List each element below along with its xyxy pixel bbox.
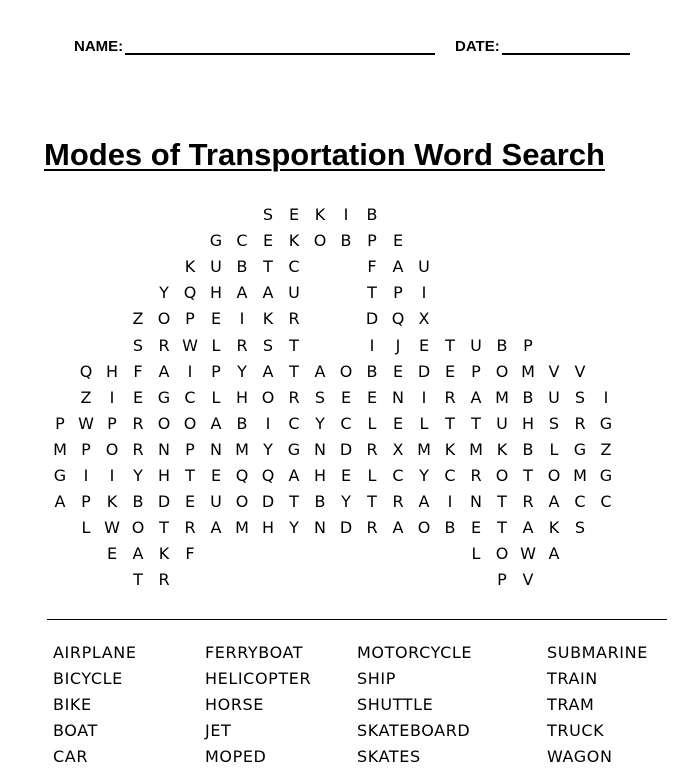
- page-title: Modes of Transportation Word Search: [44, 137, 605, 172]
- grid-letter[interactable]: N: [314, 518, 326, 538]
- grid-letter[interactable]: J: [395, 335, 401, 355]
- grid-row: [47, 359, 673, 385]
- grid-letter[interactable]: X: [392, 439, 404, 459]
- grid-letter[interactable]: U: [210, 492, 222, 512]
- word-column: [53, 640, 137, 770]
- grid-letter[interactable]: A: [210, 518, 222, 538]
- grid-letter[interactable]: K: [106, 492, 118, 512]
- grid-letter[interactable]: O: [417, 518, 431, 538]
- grid-letter[interactable]: W: [182, 335, 198, 355]
- grid-letter[interactable]: I: [109, 387, 115, 407]
- word-item: SUBMARINE: [547, 643, 648, 662]
- grid-letter[interactable]: P: [107, 413, 117, 433]
- grid-row: [47, 385, 673, 411]
- grid-letter[interactable]: O: [313, 231, 327, 251]
- word-item: SHIP: [357, 669, 396, 688]
- grid-letter[interactable]: O: [157, 413, 171, 433]
- grid-letter[interactable]: R: [574, 413, 586, 433]
- grid-letter[interactable]: P: [523, 335, 533, 355]
- word-item: MOPED: [205, 747, 267, 766]
- grid-letter[interactable]: S: [574, 518, 586, 538]
- grid-letter[interactable]: R: [366, 439, 378, 459]
- grid-letter[interactable]: X: [418, 309, 430, 329]
- grid-letter[interactable]: Q: [391, 309, 405, 329]
- grid-letter[interactable]: O: [547, 466, 561, 485]
- word-item: HORSE: [205, 695, 265, 714]
- grid-letter[interactable]: E: [132, 387, 144, 407]
- grid-letter[interactable]: S: [262, 205, 274, 224]
- word-item: BIKE: [53, 695, 92, 714]
- grid-row: [47, 541, 673, 567]
- grid-letter[interactable]: E: [288, 205, 300, 224]
- grid-letter[interactable]: I: [447, 492, 453, 512]
- grid-letter[interactable]: P: [211, 361, 221, 381]
- grid-letter[interactable]: D: [417, 361, 431, 381]
- word-item: TRAIN: [547, 669, 598, 688]
- grid-letter[interactable]: M: [573, 466, 587, 485]
- grid-letter[interactable]: A: [470, 387, 482, 407]
- grid-letter[interactable]: T: [367, 283, 377, 303]
- grid-letter[interactable]: O: [339, 361, 353, 381]
- grid-letter[interactable]: O: [157, 309, 171, 329]
- grid-letter[interactable]: S: [574, 387, 586, 407]
- grid-letter[interactable]: M: [235, 518, 249, 538]
- grid-letter[interactable]: O: [105, 439, 119, 459]
- word-item: MOTORCYCLE: [357, 643, 473, 662]
- divider: [47, 619, 667, 620]
- grid-letter[interactable]: E: [392, 361, 404, 381]
- word-item: WAGON: [547, 747, 613, 766]
- grid-letter[interactable]: I: [421, 387, 427, 407]
- grid-letter[interactable]: M: [521, 361, 535, 381]
- grid-letter[interactable]: R: [184, 518, 196, 538]
- word-item: JET: [205, 721, 232, 740]
- grid-letter[interactable]: L: [549, 439, 559, 459]
- grid-letter[interactable]: Q: [183, 283, 197, 303]
- grid-letter[interactable]: R: [470, 466, 482, 485]
- grid-letter[interactable]: K: [314, 205, 326, 224]
- grid-letter[interactable]: C: [574, 492, 586, 512]
- grid-letter[interactable]: M: [469, 439, 483, 459]
- word-column: [205, 640, 311, 770]
- grid-letter[interactable]: T: [497, 492, 507, 512]
- grid-letter[interactable]: M: [235, 439, 249, 459]
- grid-letter[interactable]: E: [262, 231, 274, 251]
- grid-letter[interactable]: T: [497, 518, 507, 538]
- grid-letter[interactable]: I: [109, 466, 115, 485]
- grid-letter[interactable]: E: [392, 231, 404, 251]
- grid-letter[interactable]: Q: [261, 466, 275, 485]
- grid-letter[interactable]: E: [418, 335, 430, 355]
- grid-letter[interactable]: Y: [419, 466, 429, 485]
- grid-letter[interactable]: L: [367, 466, 377, 485]
- grid-letter[interactable]: O: [235, 492, 249, 512]
- grid-letter[interactable]: K: [158, 544, 170, 564]
- grid-letter[interactable]: W: [104, 518, 120, 538]
- grid-letter[interactable]: R: [288, 387, 300, 407]
- grid-letter[interactable]: A: [548, 492, 560, 512]
- grid-letter[interactable]: E: [444, 361, 456, 381]
- name-label: NAME:: [74, 38, 124, 55]
- grid-letter[interactable]: T: [133, 570, 143, 590]
- grid-letter[interactable]: K: [262, 309, 274, 329]
- grid-letter[interactable]: L: [211, 335, 221, 355]
- grid-letter[interactable]: A: [262, 361, 274, 381]
- word-item: SKATEBOARD: [357, 721, 471, 740]
- word-item: SKATES: [357, 747, 421, 766]
- grid-letter[interactable]: A: [54, 492, 66, 512]
- grid-letter[interactable]: Y: [315, 413, 325, 433]
- grid-letter[interactable]: P: [393, 283, 403, 303]
- grid-row: [47, 333, 673, 359]
- grid-letter[interactable]: E: [340, 387, 352, 407]
- grid-letter[interactable]: O: [495, 361, 509, 381]
- grid-letter[interactable]: E: [392, 413, 404, 433]
- grid-letter[interactable]: U: [418, 257, 430, 277]
- word-item: TRAM: [547, 695, 595, 714]
- grid-letter[interactable]: Y: [289, 518, 299, 538]
- grid-letter[interactable]: T: [263, 257, 273, 277]
- grid-letter[interactable]: O: [495, 544, 509, 564]
- grid-letter[interactable]: E: [210, 466, 222, 485]
- grid-letter[interactable]: G: [209, 231, 223, 251]
- grid-letter[interactable]: Y: [237, 361, 247, 381]
- grid-letter[interactable]: N: [470, 492, 482, 512]
- grid-letter[interactable]: E: [470, 518, 482, 538]
- grid-letter[interactable]: P: [471, 361, 481, 381]
- grid-letter[interactable]: Q: [235, 466, 249, 485]
- letter-grid: [47, 202, 673, 592]
- grid-letter[interactable]: I: [83, 466, 89, 485]
- grid-letter[interactable]: D: [339, 439, 353, 459]
- grid-letter[interactable]: B: [314, 492, 326, 512]
- grid-letter[interactable]: B: [132, 492, 144, 512]
- grid-letter[interactable]: L: [471, 544, 481, 564]
- grid-letter[interactable]: D: [157, 492, 171, 512]
- date-blank-line[interactable]: [502, 39, 630, 55]
- grid-letter[interactable]: S: [262, 335, 274, 355]
- grid-row: [47, 280, 673, 306]
- grid-letter[interactable]: C: [288, 257, 300, 277]
- word-item: BOAT: [53, 721, 98, 740]
- grid-letter[interactable]: P: [81, 439, 91, 459]
- grid-letter[interactable]: F: [367, 257, 377, 277]
- grid-row: [47, 228, 673, 254]
- grid-letter[interactable]: A: [262, 283, 274, 303]
- grid-letter[interactable]: L: [367, 413, 377, 433]
- grid-letter[interactable]: R: [158, 570, 170, 590]
- grid-letter[interactable]: C: [236, 231, 248, 251]
- grid-letter[interactable]: Z: [132, 309, 144, 329]
- grid-row: [47, 254, 673, 280]
- grid-letter[interactable]: I: [343, 205, 349, 224]
- grid-letter[interactable]: B: [236, 413, 248, 433]
- grid-letter[interactable]: C: [184, 387, 196, 407]
- grid-letter[interactable]: P: [185, 309, 195, 329]
- grid-letter[interactable]: A: [392, 518, 404, 538]
- grid-letter[interactable]: V: [574, 361, 586, 381]
- grid-letter[interactable]: R: [132, 439, 144, 459]
- grid-row: [47, 306, 673, 332]
- grid-letter[interactable]: T: [289, 361, 299, 381]
- grid-letter[interactable]: E: [366, 387, 378, 407]
- grid-letter[interactable]: E: [184, 492, 196, 512]
- grid-letter[interactable]: T: [289, 492, 299, 512]
- grid-letter[interactable]: I: [421, 283, 427, 303]
- grid-letter[interactable]: H: [209, 283, 223, 303]
- grid-row: [47, 567, 673, 593]
- grid-letter[interactable]: L: [419, 413, 429, 433]
- grid-letter[interactable]: N: [392, 387, 404, 407]
- grid-letter[interactable]: B: [496, 335, 508, 355]
- grid-letter[interactable]: I: [603, 387, 609, 407]
- grid-letter[interactable]: L: [211, 387, 221, 407]
- grid-letter[interactable]: B: [522, 439, 534, 459]
- grid-letter[interactable]: N: [210, 439, 222, 459]
- grid-letter[interactable]: H: [313, 466, 327, 485]
- word-item: FERRYBOAT: [205, 643, 304, 662]
- grid-letter[interactable]: G: [599, 466, 613, 485]
- grid-letter[interactable]: F: [185, 544, 195, 564]
- grid-letter[interactable]: E: [340, 466, 352, 485]
- grid-letter[interactable]: H: [157, 466, 171, 485]
- grid-letter[interactable]: K: [288, 231, 300, 251]
- grid-row: [47, 515, 673, 541]
- name-blank-line[interactable]: [125, 39, 435, 55]
- grid-letter[interactable]: A: [210, 413, 222, 433]
- word-item: BICYCLE: [53, 669, 123, 688]
- grid-letter[interactable]: P: [55, 413, 65, 433]
- grid-letter[interactable]: U: [548, 387, 560, 407]
- grid-letter[interactable]: Q: [79, 361, 93, 381]
- grid-letter[interactable]: M: [53, 439, 67, 459]
- grid-letter[interactable]: R: [132, 413, 144, 433]
- date-label: DATE:: [455, 38, 500, 55]
- word-item: AIRPLANE: [53, 643, 137, 662]
- grid-letter[interactable]: A: [158, 361, 170, 381]
- grid-letter[interactable]: T: [445, 335, 455, 355]
- grid-letter[interactable]: T: [471, 413, 481, 433]
- grid-letter[interactable]: A: [548, 544, 560, 564]
- grid-letter[interactable]: S: [132, 335, 144, 355]
- grid-letter[interactable]: G: [599, 413, 613, 433]
- word-item: HELICOPTER: [205, 669, 312, 688]
- grid-letter[interactable]: Y: [133, 466, 143, 485]
- grid-letter[interactable]: B: [522, 387, 534, 407]
- grid-letter[interactable]: I: [369, 335, 375, 355]
- grid-letter[interactable]: B: [340, 231, 352, 251]
- name-field[interactable]: [74, 38, 435, 55]
- grid-letter[interactable]: K: [184, 257, 196, 277]
- grid-letter[interactable]: P: [81, 492, 91, 512]
- grid-row: [47, 202, 673, 228]
- grid-letter[interactable]: U: [210, 257, 222, 277]
- grid-letter[interactable]: M: [417, 439, 431, 459]
- grid-row: [47, 489, 673, 515]
- grid-letter[interactable]: W: [520, 544, 536, 564]
- grid-letter[interactable]: E: [106, 544, 118, 564]
- grid-letter[interactable]: I: [239, 309, 245, 329]
- grid-letter[interactable]: T: [523, 466, 533, 485]
- grid-letter[interactable]: K: [548, 518, 560, 538]
- grid-letter[interactable]: D: [261, 492, 275, 512]
- grid-letter[interactable]: R: [288, 309, 300, 329]
- grid-letter[interactable]: W: [78, 413, 94, 433]
- grid-letter[interactable]: V: [522, 570, 534, 590]
- grid-letter[interactable]: F: [133, 361, 143, 381]
- word-item: SHUTTLE: [357, 695, 434, 714]
- grid-letter[interactable]: H: [521, 413, 535, 433]
- grid-letter[interactable]: C: [392, 466, 404, 485]
- grid-letter[interactable]: O: [261, 387, 275, 407]
- grid-letter[interactable]: V: [548, 361, 560, 381]
- word-item: CAR: [53, 747, 89, 766]
- grid-letter[interactable]: I: [265, 413, 271, 433]
- grid-letter[interactable]: T: [445, 413, 455, 433]
- grid-letter[interactable]: B: [366, 205, 378, 224]
- grid-letter[interactable]: A: [392, 257, 404, 277]
- grid-letter[interactable]: A: [314, 361, 326, 381]
- grid-letter[interactable]: R: [158, 335, 170, 355]
- grid-row: [47, 437, 673, 463]
- grid-letter[interactable]: B: [236, 257, 248, 277]
- grid-letter[interactable]: S: [314, 387, 326, 407]
- grid-letter[interactable]: G: [573, 439, 587, 459]
- grid-letter[interactable]: U: [470, 335, 482, 355]
- grid-letter[interactable]: U: [496, 413, 508, 433]
- grid-letter[interactable]: T: [159, 518, 169, 538]
- grid-letter[interactable]: M: [495, 387, 509, 407]
- grid-letter[interactable]: D: [365, 309, 379, 329]
- grid-letter[interactable]: Z: [80, 387, 92, 407]
- grid-letter[interactable]: A: [288, 466, 300, 485]
- word-item: TRUCK: [547, 721, 605, 740]
- grid-letter[interactable]: Y: [159, 283, 169, 303]
- grid-letter[interactable]: C: [444, 466, 456, 485]
- grid-row: [47, 463, 673, 489]
- grid-letter[interactable]: T: [289, 335, 299, 355]
- grid-letter[interactable]: Y: [263, 439, 273, 459]
- grid-letter[interactable]: R: [444, 387, 456, 407]
- date-field[interactable]: [455, 38, 630, 55]
- grid-letter[interactable]: E: [210, 309, 222, 329]
- grid-letter[interactable]: P: [497, 570, 507, 590]
- grid-letter[interactable]: P: [367, 231, 377, 251]
- grid-letter[interactable]: Y: [341, 492, 351, 512]
- grid-letter[interactable]: O: [495, 466, 509, 485]
- grid-letter[interactable]: R: [522, 492, 534, 512]
- grid-letter[interactable]: L: [81, 518, 91, 538]
- grid-letter[interactable]: C: [600, 492, 612, 512]
- word-column: [357, 640, 472, 770]
- grid-letter[interactable]: B: [444, 518, 456, 538]
- grid-letter[interactable]: R: [236, 335, 248, 355]
- grid-letter[interactable]: T: [185, 466, 195, 485]
- grid-letter[interactable]: G: [157, 387, 171, 407]
- grid-letter[interactable]: R: [366, 518, 378, 538]
- grid-letter[interactable]: I: [187, 361, 193, 381]
- grid-letter[interactable]: H: [235, 387, 249, 407]
- grid-letter[interactable]: K: [496, 439, 508, 459]
- grid-letter[interactable]: G: [287, 439, 301, 459]
- grid-letter[interactable]: N: [314, 439, 326, 459]
- grid-letter[interactable]: A: [132, 544, 144, 564]
- grid-letter[interactable]: H: [105, 361, 119, 381]
- grid-letter[interactable]: A: [418, 492, 430, 512]
- word-list: [0, 640, 688, 777]
- grid-letter[interactable]: N: [158, 439, 170, 459]
- grid-letter[interactable]: S: [548, 413, 560, 433]
- grid-row: [47, 411, 673, 437]
- grid-letter[interactable]: D: [339, 518, 353, 538]
- grid-letter[interactable]: K: [444, 439, 456, 459]
- grid-letter[interactable]: G: [53, 466, 67, 485]
- grid-letter[interactable]: U: [288, 283, 300, 303]
- grid-letter[interactable]: O: [183, 413, 197, 433]
- grid-letter[interactable]: C: [340, 413, 352, 433]
- grid-letter[interactable]: O: [131, 518, 145, 538]
- grid-letter[interactable]: C: [288, 413, 300, 433]
- grid-letter[interactable]: A: [236, 283, 248, 303]
- grid-letter[interactable]: R: [392, 492, 404, 512]
- grid-letter[interactable]: B: [366, 361, 378, 381]
- grid-letter[interactable]: H: [261, 518, 275, 538]
- word-column: [547, 640, 648, 770]
- grid-letter[interactable]: A: [522, 518, 534, 538]
- grid-letter[interactable]: Z: [600, 439, 612, 459]
- grid-letter[interactable]: P: [185, 439, 195, 459]
- grid-letter[interactable]: T: [367, 492, 377, 512]
